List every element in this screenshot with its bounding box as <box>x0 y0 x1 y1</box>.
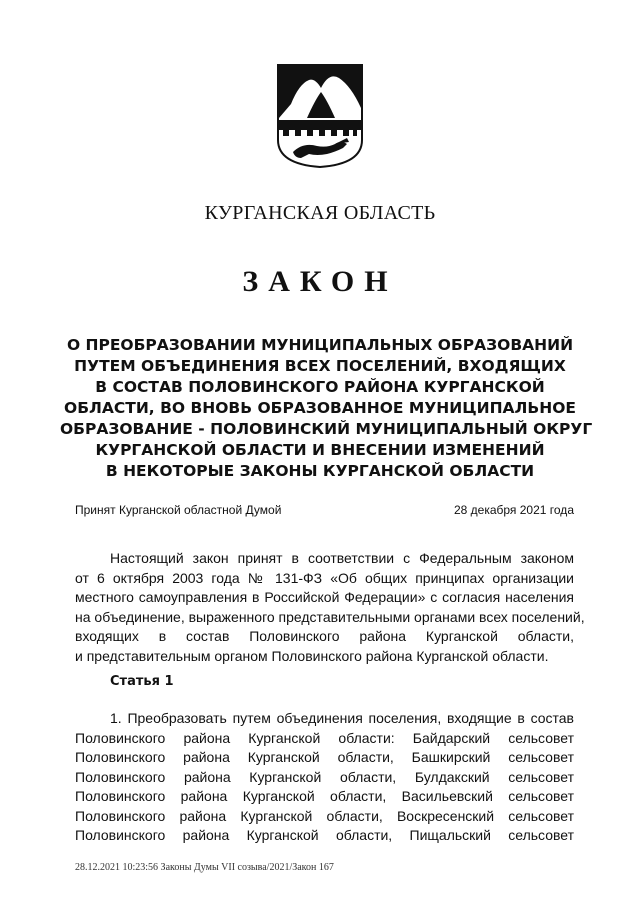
law-title-line: КУРГАНСКОЙ ОБЛАСТИ И ВНЕСЕНИИ ИЗМЕНЕНИЙ <box>95 441 545 459</box>
article-paragraph <box>75 709 574 846</box>
adopted-by: Принят Курганской областной Думой <box>75 503 282 517</box>
article-line: Половинского района Курганской области, Пищальский сельсовет <box>75 827 574 843</box>
preamble-line: и представительным органом Половинского района Курганской области. <box>75 647 549 664</box>
preamble-line: Настоящий закон принят в соответствии с Федеральным законом <box>110 550 574 566</box>
article-line: Половинского района Курганской области, Воскресенский сельсовет <box>75 807 574 824</box>
coat-of-arms-icon <box>277 64 363 168</box>
document-type: ЗАКОН <box>242 265 398 298</box>
article-line: Половинского района Курганской области: Байдарский сельсовет <box>75 729 574 746</box>
law-title-line: О ПРЕОБРАЗОВАНИИ МУНИЦИПАЛЬНЫХ ОБРАЗОВАНИЙ <box>66 336 574 354</box>
article-line: Половинского района Курганской области, Васильевский сельсовет <box>75 788 574 804</box>
preamble-line: местного самоуправления в Российской Федерации» с согласия населения <box>75 589 574 605</box>
article-line: 1. Преобразовать путем объединения поселения, входящие в состав <box>110 710 574 726</box>
law-title-line: ПУТЕМ ОБЪЕДИНЕНИЯ ВСЕХ ПОСЕЛЕНИЙ, ВХОДЯЩИХ <box>74 357 566 375</box>
law-title-line: ОБЛАСТИ, ВО ВНОВЬ ОБРАЗОВАННОЕ МУНИЦИПАЛЬНОЕ <box>64 399 576 417</box>
law-title <box>60 335 593 482</box>
article-line: Половинского района Курганской области, Булдакский сельсовет <box>75 768 574 785</box>
law-title-line: В СОСТАВ ПОЛОВИНСКОГО РАЙОНА КУРГАНСКОЙ <box>95 378 545 396</box>
article-line: Половинского района Курганской области, Башкирский сельсовет <box>75 749 574 765</box>
law-title-line: В НЕКОТОРЫЕ ЗАКОНЫ КУРГАНСКОЙ ОБЛАСТИ <box>105 462 535 480</box>
document-footer: 28.12.2021 10:23:56 Законы Думы VII созыва/2021/Закон 167 <box>75 862 334 873</box>
law-title-line: ОБРАЗОВАНИЕ - ПОЛОВИНСКИЙ МУНИЦИПАЛЬНЫЙ ОКРУГ <box>60 420 593 438</box>
preamble-line: входящих в состав Половинского района Курганской области, <box>75 628 574 644</box>
region-name: КУРГАНСКАЯ ОБЛАСТЬ <box>204 202 436 224</box>
preamble-line: от 6 октября 2003 года № 131-ФЗ «Об общих принципах организации <box>75 569 574 586</box>
preamble-line: на объединение, выраженного представительными органами всех поселений, <box>75 608 585 625</box>
preamble-paragraph <box>75 549 585 666</box>
adoption-date: 28 декабря 2021 года <box>453 503 574 517</box>
article-heading: Статья 1 <box>110 674 174 689</box>
